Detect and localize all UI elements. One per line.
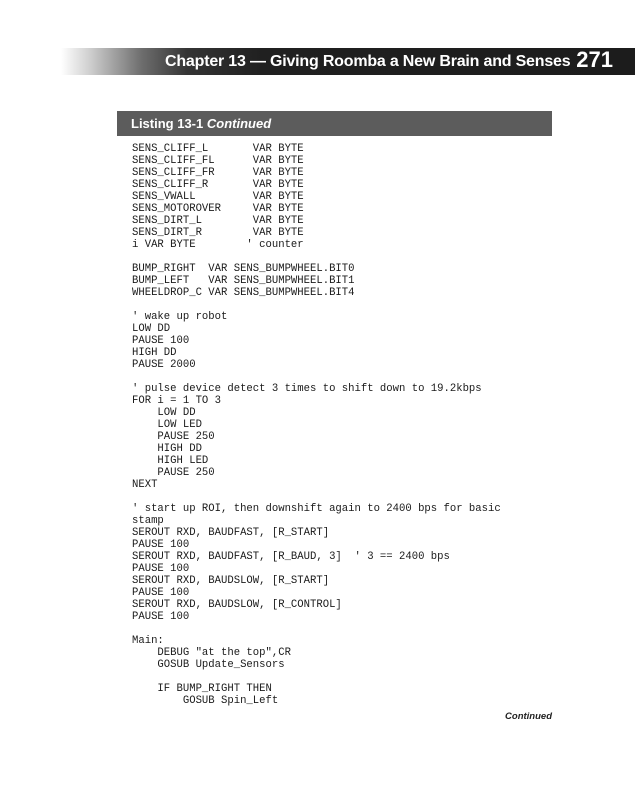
code-line: BUMP_LEFT VAR SENS_BUMPWHEEL.BIT1 [132, 275, 355, 287]
code-line: PAUSE 2000 [132, 359, 196, 371]
code-line [132, 299, 562, 311]
listing-header-bar [117, 111, 552, 136]
code-line: PAUSE 100 [132, 539, 190, 551]
code-line: PAUSE 250 [132, 467, 215, 479]
code-line: FOR i = 1 TO 3 [132, 395, 222, 407]
code-line: SEROUT RXD, BAUDFAST, [R_BAUD, 3] ' 3 == 2400 bps [132, 551, 450, 563]
chapter-header-bar [61, 48, 635, 75]
code-line: PAUSE 250 [132, 431, 215, 443]
listing-title [131, 111, 271, 136]
code-line: SENS_DIRT_R VAR BYTE [132, 227, 304, 239]
code-line: ' start up ROI, then downshift again to 2400 bps for basic [132, 503, 501, 515]
code-line: SENS_DIRT_L VAR BYTE [132, 215, 304, 227]
code-line: NEXT [132, 479, 158, 491]
code-line: LOW LED [132, 419, 202, 431]
code-line: SENS_CLIFF_FL VAR BYTE [132, 155, 304, 167]
code-line: SENS_CLIFF_FR VAR BYTE [132, 167, 304, 179]
code-line: SENS_VWALL VAR BYTE [132, 191, 304, 203]
chapter-title: Chapter 13 — Giving Roomba a New Brain and Senses [165, 53, 571, 70]
code-line [132, 251, 562, 263]
code-line [132, 491, 562, 503]
code-line: HIGH LED [132, 455, 209, 467]
page-number: 271 [576, 47, 613, 72]
code-line: HIGH DD [132, 443, 202, 455]
code-line: BUMP_RIGHT VAR SENS_BUMPWHEEL.BIT0 [132, 263, 355, 275]
code-line [132, 371, 562, 383]
code-line: stamp [132, 515, 164, 527]
code-line: DEBUG "at the top",CR [132, 647, 291, 659]
code-line: ' wake up robot [132, 311, 228, 323]
code-line: SEROUT RXD, BAUDSLOW, [R_CONTROL] [132, 599, 342, 611]
code-line: LOW DD [132, 323, 171, 335]
code-line: IF BUMP_RIGHT THEN [132, 683, 272, 695]
code-line: SENS_CLIFF_L VAR BYTE [132, 143, 304, 155]
code-line [132, 623, 562, 635]
code-line: SEROUT RXD, BAUDFAST, [R_START] [132, 527, 330, 539]
listing-number: Listing 13-1 [131, 116, 204, 131]
code-line [132, 671, 562, 683]
code-line: PAUSE 100 [132, 611, 190, 623]
code-line: ' pulse device detect 3 times to shift down to 19.2kbps [132, 383, 482, 395]
code-line: PAUSE 100 [132, 563, 190, 575]
code-line: GOSUB Update_Sensors [132, 659, 285, 671]
code-listing [132, 143, 562, 707]
code-line: SENS_CLIFF_R VAR BYTE [132, 179, 304, 191]
code-line: PAUSE 100 [132, 587, 190, 599]
code-line: PAUSE 100 [132, 335, 190, 347]
continued-footer-label: Continued [505, 711, 552, 722]
code-line: WHEELDROP_C VAR SENS_BUMPWHEEL.BIT4 [132, 287, 355, 299]
code-line: HIGH DD [132, 347, 177, 359]
listing-continued-label: Continued [206, 116, 272, 131]
code-line: Main: [132, 635, 164, 647]
code-line: LOW DD [132, 407, 196, 419]
code-line: i VAR BYTE ' counter [132, 239, 304, 251]
code-line: SENS_MOTOROVER VAR BYTE [132, 203, 304, 215]
code-line: GOSUB Spin_Left [132, 695, 279, 707]
code-line: SEROUT RXD, BAUDSLOW, [R_START] [132, 575, 330, 587]
